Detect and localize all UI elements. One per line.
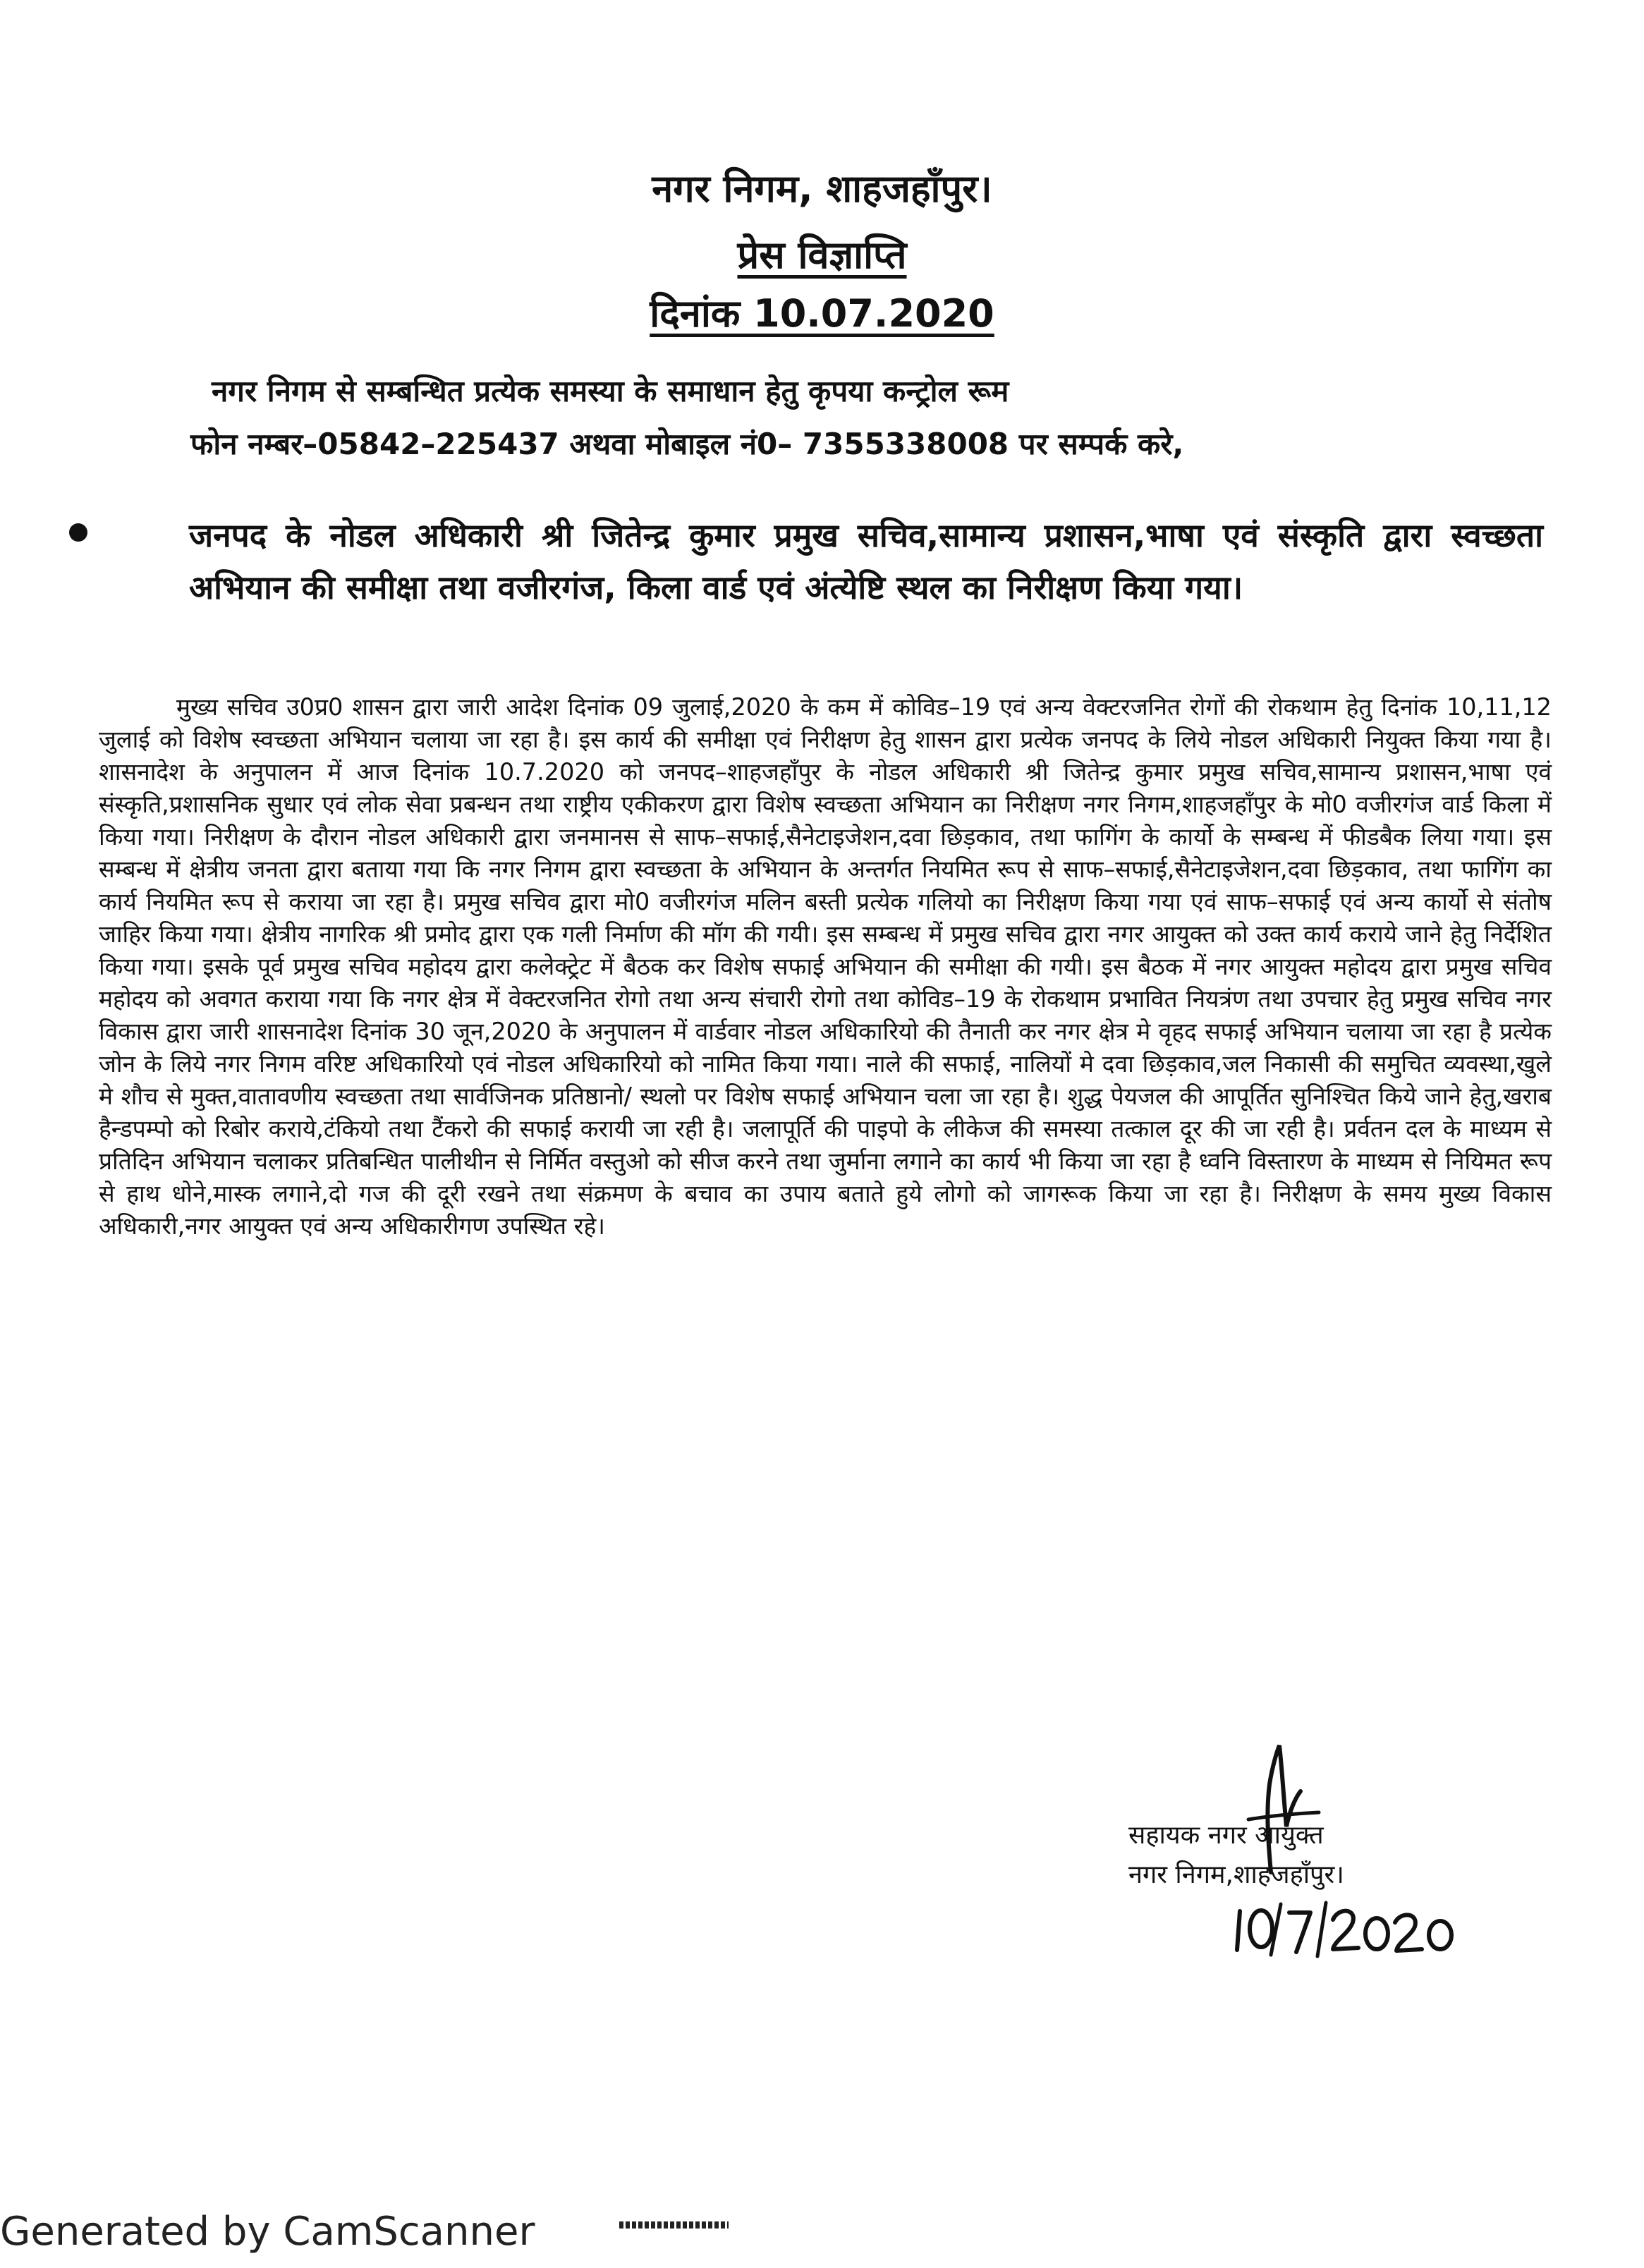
document-title [0,227,1644,279]
signatory-office: नगर निगम,शाहजहाँपुर। [1128,1860,1344,1889]
headline: जनपद के नोडल अधिकारी श्री जितेन्द्र कुमार प्रमुख सचिव,सामान्य प्रशासन,भाषा एवं संस्कृति द्वारा स्वच्छता अभियान की समीक्षा तथा वजीरगंज, किला वार्ड एवं अंत्येष्टि स्थल का निरीक्षण किया गया। [189,516,1543,606]
release-date-text: दिनांक 10.07.2020 [650,291,994,336]
handwritten-date [1227,1897,1460,1961]
signatory-designation: सहायक नगर आयुक्त [1128,1821,1324,1850]
document-title-text: प्रेस विज्ञाप्ति [737,233,907,277]
signature-block [1128,1816,1344,1895]
release-date [0,286,1644,338]
scan-artifact [619,2221,729,2229]
body-paragraph: मुख्य सचिव उ0प्र0 शासन द्वारा जारी आदेश दिनांक 09 जुलाई,2020 के कम में कोविड–19 एवं अन्य वेक्टरजनित रोगों की रोकथाम हेतु दिनांक 10,11,12 जुलाई को विशेष स्वच्छता अभियान चलाया जा रहा है। इस कार्य की समीक्षा एवं निरीक्षण हेतु शासन द्वारा प्रत्येक जनपद के लिये नोडल अधिकारी नियुक्त किया गया है। शासनादेश के अनुपालन में आज दिनांक 10.7.2020 को जनपद–शाहजहाँपुर के नोडल अधिकारी श्री जितेन्द्र कुमार प्रमुख सचिव,सामान्य प्रशासन,भाषा एवं संस्कृति,प्रशासनिक सुधार एवं लोक सेवा प्रबन्धन तथा राष्ट्रीय एकीकरण द्वारा विशेष स्वच्छता अभियान का निरीक्षण नगर निगम,शाहजहाँपुर के मो0 वजीरगंज वार्ड किला में किया गया। निरीक्षण के दौरान नोडल अधिकारी द्वारा जनमानस से साफ–सफाई,सैनेटाइजेशन,दवा छिड़काव, तथा फागिंग के कार्यो के सम्बन्ध में फीडबैक लिया गया। इस सम्बन्ध में क्षेत्रीय जनता द्वारा बताया गया कि नगर निगम द्वारा स्वच्छता के अभियान के अन्तर्गत नियमित रूप से साफ–सफाई,सैनेटाइजेशन,दवा छिड़काव, तथा फागिंग का कार्य नियमित रूप से कराया जा रहा है। प्रमुख सचिव द्वारा मो0 वजीरगंज मलिन बस्ती प्रत्येक गलियो का निरीक्षण किया गया एवं साफ–सफाई एवं अन्य कार्यो से संतोष जाहिर किया गया। क्षेत्रीय नागरिक श्री प्रमोद द्वारा एक गली निर्माण की मॉग की गयी। इस सम्बन्ध में प्रमुख सचिव द्वारा नगर आयुक्त को उक्त कार्य कराये जाने हेतु निर्देशित किया गया। इसके पूर्व प्रमुख सचिव महोदय द्वारा कलेक्ट्रेट में बैठक कर विशेष सफाई अभियान की समीक्षा की गयी। इस बैठक में नगर आयुक्त महोदय द्वारा प्रमुख सचिव महोदय को अवगत कराया गया कि नगर क्षेत्र में वेक्टरजनित रोगो तथा अन्य संचारी रोगो तथा कोविड–19 के रोकथाम प्रभावित नियत्रंण तथा उपचार हेतु प्रमुख सचिव नगर विकास द्वारा जारी शासनादेश दिनांक 30 जून,2020 के अनुपालन में वार्डवार नोडल अधिकारियो की तैनाती कर नगर क्षेत्र मे वृहद सफाई अभियान चलाया जा रहा है प्रत्येक जोन के लिये नगर निगम वरिष्ट अधिकारियो एवं नोडल अधिकारियो को नामित किया गया। नाले की सफाई, नालियों मे दवा छिड़काव,जल निकासी की समुचित व्यवस्था,खुले मे शौच से मुक्त,वातावणीय स्वच्छता तथा सार्वजिनक प्रतिष्ठानो/ स्थलो पर विशेष सफाई अभियान चला जा रहा है। शुद्ध पेयजल की आपूर्तित सुनिश्चित किये जाने हेतु,खराब हैन्डपम्पो को रिबोर कराये,टंकियो तथा टैंकरो की सफाई करायी जा रही है। जलापूर्ति की पाइपो के लीकेज की समस्या तत्काल दूर की जा रही है। प्रर्वतन दल के माध्यम से प्रतिदिन अभियान चलाकर प्रतिबन्धित पालीथीन से निर्मित वस्तुओ को सीज करने तथा जुर्माना लगाने का कार्य भी किया जा रहा है ध्वनि विस्तारण के माध्यम से नियिमत रूप से हाथ धोने,मास्क लगाने,दो गज की दूरी रखने तथा संक्रमण के बचाव का उपाय बताते हुये लोगो को जागरूक किया जा रहा है। निरीक्षण के समय मुख्य विकास अधिकारी,नगर आयुक्त एवं अन्य अधिकारीगण उपस्थित रहे। [99,693,1552,1240]
scanner-watermark: Generated by CamScanner [0,2209,535,2255]
bullet-icon [69,523,87,542]
contact-line-1: नगर निगम से सम्बन्धित प्रत्येक समस्या के समाधान हेतु कृपया कन्ट्रोल रूम [212,374,1009,408]
contact-line-2: फोन नम्बर–05842–225437 अथवा मोबाइल नं0– 7355338008 पर सम्पर्क करे, [190,427,1184,461]
organization-name: नगर निगम, शाहजहाँपुर। [652,166,992,211]
